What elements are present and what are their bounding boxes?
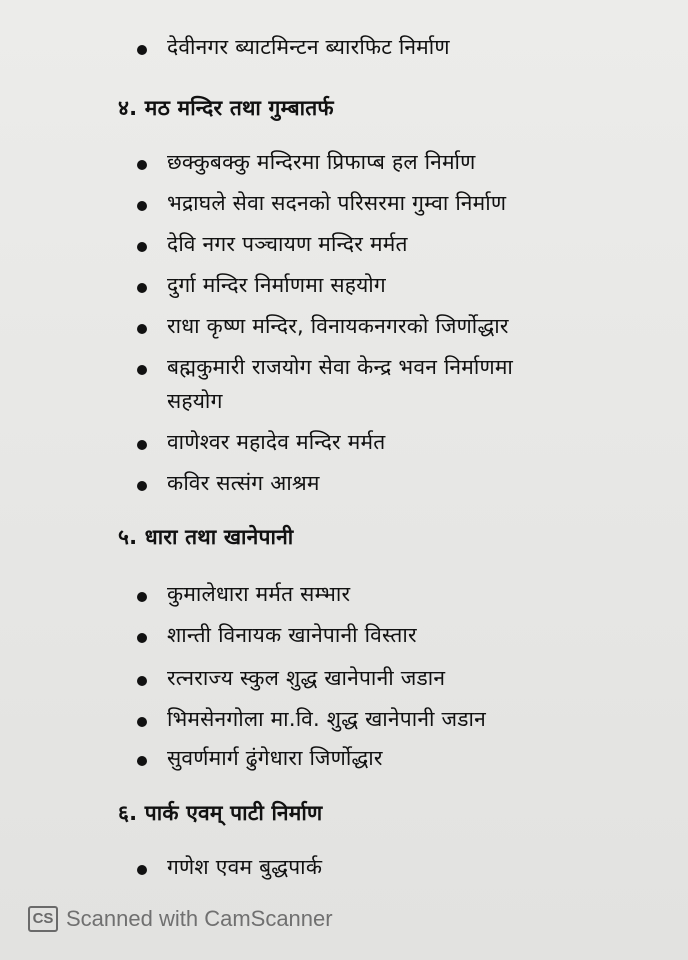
bullet-icon	[137, 676, 147, 686]
list-item: दुर्गा मन्दिर निर्माणमा सहयोग	[167, 273, 386, 297]
bullet-icon	[137, 865, 147, 875]
list-item: कुमालेधारा मर्मत सम्भार	[167, 582, 351, 606]
section-heading: ४. मठ मन्दिर तथा गुम्बातर्फ	[118, 96, 334, 120]
bullet-icon	[137, 481, 147, 491]
bullet-icon	[137, 283, 147, 293]
bullet-icon	[137, 717, 147, 727]
list-item: शान्ती विनायक खानेपानी विस्तार	[167, 623, 417, 647]
bullet-icon	[137, 440, 147, 450]
list-item: राधा कृष्ण मन्दिर, विनायकनगरको जिर्णोद्धार	[167, 314, 509, 338]
list-item: वाणेश्वर महादेव मन्दिर मर्मत	[167, 430, 386, 454]
list-item: गणेश एवम बुद्धपार्क	[167, 855, 323, 879]
list-item: देवि नगर पञ्चायण मन्दिर मर्मत	[167, 232, 408, 256]
list-item: देवीनगर ब्याटमिन्टन ब्यारफिट निर्माण	[167, 35, 450, 59]
bullet-icon	[137, 756, 147, 766]
list-item: छक्कुबक्कु मन्दिरमा प्रिफाप्ब हल निर्माण	[167, 150, 476, 174]
list-item: भद्राघले सेवा सदनको परिसरमा गुम्वा निर्माण	[167, 191, 507, 215]
bullet-icon	[137, 633, 147, 643]
bullet-icon	[137, 324, 147, 334]
list-item: सुवर्णमार्ग ढुंगेधारा जिर्णोद्धार	[167, 746, 383, 770]
bullet-icon	[137, 45, 147, 55]
list-item-continuation: सहयोग	[167, 389, 223, 413]
bullet-icon	[137, 365, 147, 375]
camscanner-logo-icon: CS	[28, 906, 58, 932]
list-item: रत्नराज्य स्कुल शुद्ध खानेपानी जडान	[167, 666, 446, 690]
section-heading: ५. धारा तथा खानेपानी	[118, 525, 294, 549]
bullet-icon	[137, 592, 147, 602]
bullet-icon	[137, 160, 147, 170]
bullet-icon	[137, 201, 147, 211]
list-item: भिमसेनगोला मा.वि. शुद्ध खानेपानी जडान	[167, 707, 487, 731]
list-item: कविर सत्संग आश्रम	[167, 471, 320, 495]
section-heading: ६. पार्क एवम् पाटी निर्माण	[118, 801, 323, 825]
list-item: बह्मकुमारी राजयोग सेवा केन्द्र भवन निर्माणमा	[167, 355, 514, 379]
bullet-icon	[137, 242, 147, 252]
watermark-text: Scanned with CamScanner	[66, 906, 333, 931]
